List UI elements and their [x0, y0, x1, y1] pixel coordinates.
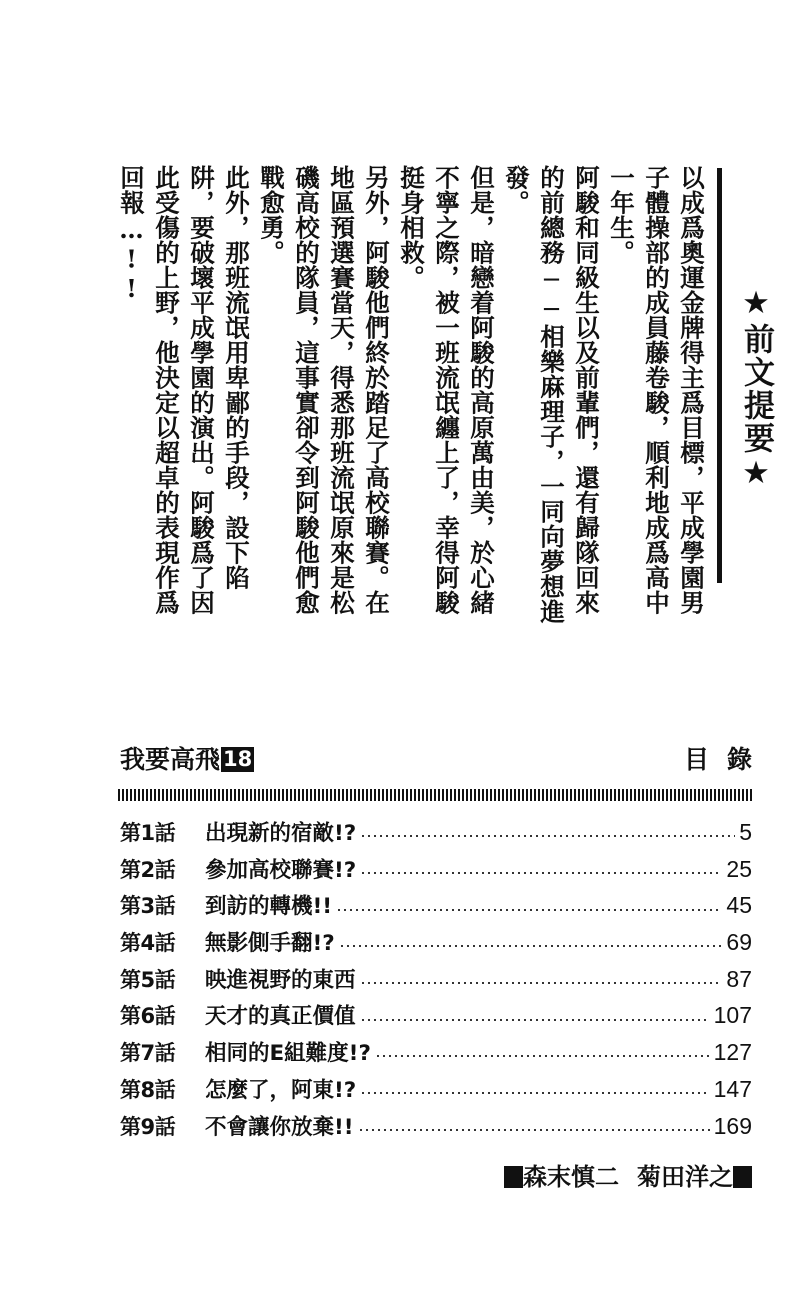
chapter-title: 無影側手翻!? — [205, 931, 335, 957]
chapter-title: 映進視野的東西 — [205, 967, 356, 993]
chapter-row[interactable] — [120, 999, 752, 1036]
author-name: 森末慎二 — [523, 1163, 619, 1191]
chapter-page: 45 — [726, 892, 752, 919]
chapter-page: 127 — [713, 1039, 752, 1066]
chapter-row[interactable] — [120, 816, 752, 853]
chapter-number: 第8話 — [120, 1077, 176, 1102]
recap-body — [114, 165, 709, 625]
chapter-row[interactable] — [120, 853, 752, 890]
chapter-number: 第4話 — [120, 931, 176, 956]
dot-leader — [375, 1055, 710, 1057]
dot-leader — [360, 982, 723, 984]
chapter-page: 169 — [713, 1112, 752, 1139]
volume-badge: 18 — [223, 747, 253, 771]
chapter-row[interactable] — [120, 1073, 752, 1110]
chapter-row[interactable] — [120, 889, 752, 926]
chapter-number: 第5話 — [120, 967, 176, 992]
recap-divider — [717, 168, 722, 583]
dot-leader — [339, 945, 723, 947]
chapter-number: 第1話 — [120, 821, 176, 845]
artist-name: 菊田洋之 — [637, 1163, 733, 1191]
recap-paragraph: 阿駿和同級生以及前輩們，還有歸隊回來的前總務──相樂麻理子，一同向夢想進發。 — [502, 165, 601, 624]
dot-leader — [360, 1092, 709, 1094]
chapter-row[interactable] — [120, 1110, 752, 1147]
series-name: 我要高飛 — [120, 745, 221, 774]
chapter-page: 25 — [726, 855, 752, 882]
dot-leader — [360, 835, 735, 837]
dot-leader — [358, 1129, 710, 1131]
chapter-row[interactable] — [120, 1036, 752, 1073]
dot-leader — [360, 872, 722, 874]
chapter-page: 5 — [739, 819, 752, 845]
chapter-page: 107 — [713, 1002, 752, 1029]
dot-leader — [360, 1019, 710, 1021]
chapter-title: 相同的E組難度!? — [205, 1041, 371, 1067]
recap-paragraph: 但是，暗戀着阿駿的高原萬由美，於心緒不寧之際，被一班流氓纏上了，幸得阿駿挺身相救。 — [397, 165, 496, 615]
chapter-title: 怎麼了，阿東!? — [205, 1077, 357, 1103]
credits — [504, 1157, 752, 1192]
chapter-page: 87 — [726, 965, 752, 992]
chapter-list — [120, 816, 752, 1146]
recap-paragraph: 此外，那班流氓用卑鄙的手段，設下陷阱，要破壞平成學園的演出。阿駿爲了因此受傷的上野，他決定以超卓的表現作爲回報…!! — [117, 165, 251, 615]
chapter-number: 第3話 — [120, 894, 176, 919]
recap-paragraph: 以成爲奧運金牌得主爲目標，平成學園男子體操部的成員藤卷駿，順利地成爲高中一年生。 — [607, 165, 706, 615]
chapter-page: 69 — [726, 929, 752, 956]
square-bullet-icon — [733, 1166, 752, 1188]
chapter-title: 參加高校聯賽!? — [205, 857, 357, 883]
recap-heading: ★前文提要★ — [738, 285, 774, 493]
chapter-number: 第6話 — [120, 1004, 176, 1029]
series-title — [120, 740, 254, 776]
recap-paragraph: 另外，阿駿他們終於踏足了高校聯賽。在地區預選賽當天，得悉那班流氓原來是松磯高校的隊員，這事實卻令到阿駿他們愈戰愈勇。 — [257, 165, 391, 615]
chapter-title: 天才的真正價值 — [205, 1004, 356, 1030]
contents-label: 目錄 — [683, 745, 770, 774]
chapter-title: 出現新的宿敵!? — [205, 821, 357, 846]
chapter-row[interactable] — [120, 926, 752, 963]
chapter-title: 到訪的轉機!! — [205, 894, 333, 920]
chapter-number: 第7話 — [120, 1041, 176, 1066]
hatched-divider — [118, 789, 754, 801]
chapter-title: 不會讓你放棄!! — [205, 1114, 354, 1140]
chapter-page: 147 — [713, 1075, 752, 1102]
toc-header — [120, 740, 770, 780]
chapter-number: 第9話 — [120, 1114, 176, 1139]
square-bullet-icon — [504, 1166, 523, 1188]
dot-leader — [336, 909, 722, 911]
chapter-number: 第2話 — [120, 857, 176, 882]
chapter-row[interactable] — [120, 963, 752, 1000]
